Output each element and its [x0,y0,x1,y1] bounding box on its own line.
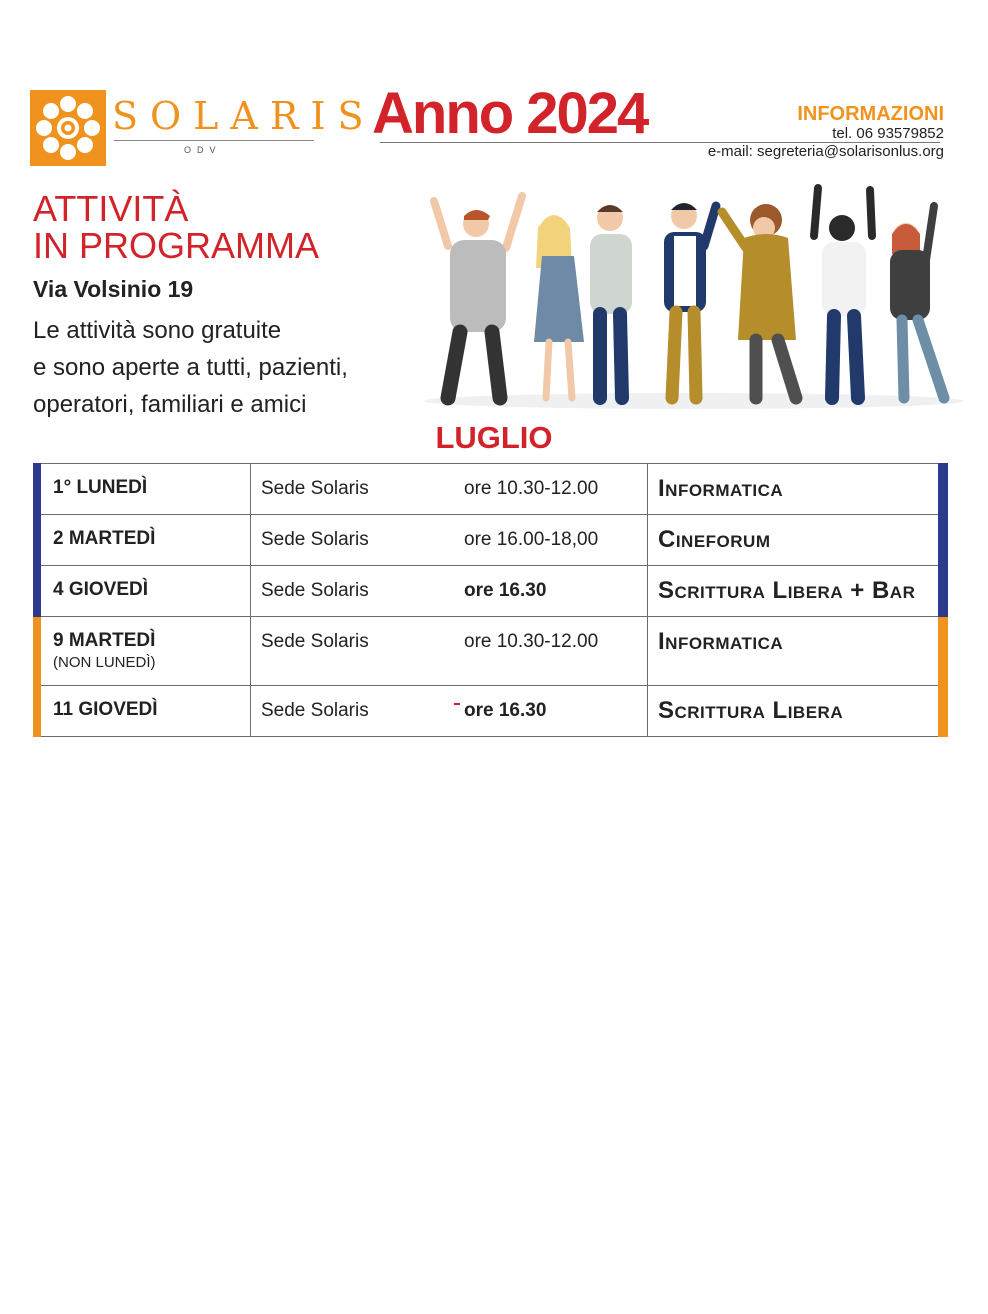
month-title: LUGLIO [435,420,553,455]
people-group-illustration [404,176,974,412]
address: Via Volsinio 19 [33,276,194,302]
person-5-figure [722,204,796,398]
schedule-row [37,617,943,686]
red-dash-mark [454,703,460,705]
person-3-figure [590,205,632,398]
activity-cell [648,617,944,686]
day-label: 2 MARTEDÌ [53,528,156,549]
person-7-figure [890,206,944,398]
day-cell [37,515,251,566]
day-note: (NON LUNEDÌ) [53,654,156,671]
day-label: 4 GIOVEDÌ [53,579,149,600]
schedule-row [37,515,943,566]
sun-flower-logo-icon [30,90,106,166]
year-title: Anno 2024 [372,81,648,146]
info-email[interactable]: e-mail: segreteria@solarisonlus.org [707,143,944,160]
time-label: ore 10.30-12.00 [464,631,599,652]
day-label: 9 MARTEDÌ [53,630,156,651]
person-2-figure [534,215,584,398]
activity-label: Cineforum [658,526,771,553]
activity-label: Informatica [658,475,784,502]
schedule-row [37,464,943,515]
intro-text-line1: Le attività sono gratuite [33,317,282,344]
activity-label: Informatica [658,628,784,655]
activity-cell [648,686,944,737]
place-cell [251,464,648,515]
time-label: ore 16.30 [464,700,547,721]
intro-text-line2: e sono aperte a tutti, pazienti, [33,354,348,381]
place-label: Sede Solaris [261,631,369,652]
info-phone[interactable]: tel. 06 93579852 [832,125,944,142]
time-label: ore 16.30 [464,580,547,601]
place-cell [251,617,648,686]
intro-description [33,312,413,423]
logo-wordmark: SOLARIS [112,94,376,138]
info-title: INFORMAZIONI [797,103,944,125]
solaris-logo [30,88,376,168]
intro-title-line2: IN PROGRAMMA [33,225,320,266]
person-4-figure [664,203,716,398]
place-label: Sede Solaris [261,580,369,601]
activity-label: Scrittura Libera [658,697,844,724]
intro-title [33,190,393,264]
contact-info [708,103,944,161]
day-label: 1° LUNEDÌ [53,477,148,498]
time-label: ore 16.00-18,00 [464,529,599,550]
schedule-row [37,686,943,737]
person-6-figure [814,188,872,398]
day-cell [37,617,251,686]
day-cell [37,464,251,515]
intro-title-line1: ATTIVITÀ [33,188,189,229]
place-cell [251,566,648,617]
place-label: Sede Solaris [261,478,369,499]
activity-label: Scrittura Libera + Bar [658,577,916,604]
day-label: 11 GIOVEDÌ [53,699,158,720]
schedule-table [33,463,948,737]
day-cell [37,566,251,617]
schedule-row [37,566,943,617]
logo-subtitle: ODV [184,145,222,155]
place-label: Sede Solaris [261,700,369,721]
person-1-figure [434,196,522,398]
activity-cell [648,566,944,617]
activity-cell [648,515,944,566]
day-cell [37,686,251,737]
time-label: ore 10.30-12.00 [464,478,599,499]
activity-cell [648,464,944,515]
place-cell [251,515,648,566]
place-label: Sede Solaris [261,529,369,550]
intro-text-line3: operatori, familiari e amici [33,391,307,418]
place-cell [251,686,648,737]
logo-divider [114,140,314,141]
